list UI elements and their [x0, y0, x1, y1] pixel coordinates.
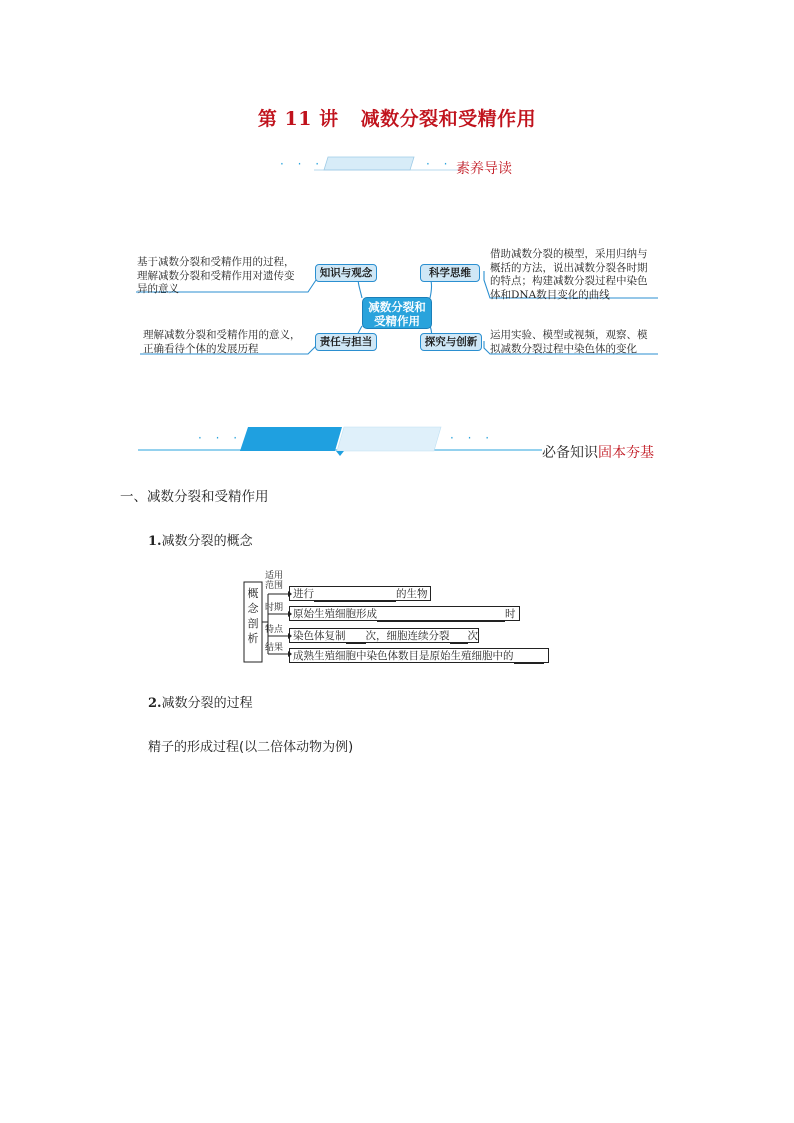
row-text: 原始生殖细胞形成: [293, 608, 377, 620]
section-heading: 一、减数分裂和受精作用: [120, 489, 269, 505]
row-text: 染色体复制: [293, 630, 346, 642]
science-text-line: 概括的方法，说出减数分裂各时期: [490, 261, 648, 274]
banner-literacy-dots-right: · · ·: [426, 157, 471, 171]
answer-blank[interactable]: [377, 609, 505, 622]
knowledge-text-line: 异的意义: [137, 283, 179, 295]
banner-knowledge-label-black: 必备知识: [542, 445, 598, 461]
mindmap-center-line: 受精作用: [374, 314, 420, 328]
row-text: 次，细胞连续分裂: [365, 630, 450, 642]
responsibility-text: [143, 329, 318, 356]
answer-blank[interactable]: [450, 631, 468, 644]
lesson-topic: 减数分裂和受精作用: [360, 108, 537, 130]
label-time: 时期: [264, 603, 283, 613]
science-text: [490, 248, 670, 302]
mindmap-center: [362, 297, 432, 329]
banner-knowledge-label: [542, 442, 654, 462]
knowledge-text-line: 基于减数分裂和受精作用的过程，: [137, 256, 295, 268]
subheading-concept: [148, 530, 253, 549]
label-scope-line: 范围: [264, 581, 283, 591]
node-responsibility: 责任与担当: [315, 333, 377, 351]
banner-knowledge-label-red: 固本夯基: [598, 445, 654, 461]
science-text-line: 的特点；构建减数分裂过程中染色: [490, 275, 648, 287]
label-scope: [262, 571, 286, 591]
label-feature: 特点: [264, 625, 283, 635]
row-text: 次: [467, 630, 478, 642]
subheading-process: [148, 692, 253, 711]
banner-knowledge-dots-right: · · ·: [450, 431, 495, 445]
banner-literacy-dots-left: · · ·: [280, 157, 325, 171]
row-text: 进行: [293, 588, 314, 600]
page-title: [0, 104, 794, 131]
label-scope-line: 适用: [264, 571, 283, 581]
concept-side-label: [246, 586, 260, 646]
row-text: 成熟生殖细胞中染色体数目是原始生殖细胞中的: [293, 650, 514, 662]
row-text: 的生物: [396, 588, 428, 600]
concept-side-char: 念: [247, 602, 259, 615]
knowledge-text-line: 理解减数分裂和受精作用对遗传变: [137, 269, 295, 282]
concept-side-char: 剖: [247, 617, 259, 630]
concept-row-result: [289, 648, 549, 663]
concept-row-scope: [289, 586, 431, 601]
answer-blank[interactable]: [346, 631, 366, 644]
responsibility-text-line: 正确看待个体的发展历程: [143, 342, 259, 355]
row-text: 时: [505, 608, 516, 620]
concept-side-char: 概: [247, 587, 259, 600]
paragraph-sperm-formation: 精子的形成过程(以二倍体动物为例): [148, 740, 354, 755]
explore-text: [490, 329, 670, 356]
concept-side-char: 析: [247, 632, 259, 645]
concept-row-time: [289, 606, 520, 621]
lesson-number: 第 11 讲: [257, 108, 339, 130]
banner-literacy-label: 素养导读: [456, 161, 512, 177]
label-result: 结果: [264, 643, 283, 653]
subheading-number: 2.: [148, 696, 162, 711]
concept-row-feature: [289, 628, 479, 643]
explore-text-line: 运用实验、模型或视频，观察、模: [490, 329, 648, 341]
answer-blank[interactable]: [514, 651, 544, 664]
responsibility-text-line: 理解减数分裂和受精作用的意义，: [143, 329, 301, 341]
subheading-text: 减数分裂的概念: [161, 534, 253, 549]
knowledge-text: [137, 256, 312, 297]
answer-blank[interactable]: [314, 589, 396, 602]
banner-knowledge-dots-left: · · ·: [198, 431, 243, 445]
node-science: 科学思维: [420, 264, 480, 282]
node-knowledge: 知识与观念: [315, 264, 377, 282]
subheading-text: 减数分裂的过程: [161, 696, 253, 711]
subheading-number: 1.: [148, 534, 162, 549]
mindmap-center-line: 减数分裂和: [368, 300, 426, 314]
science-text-line: 借助减数分裂的模型，采用归纳与: [490, 248, 648, 260]
explore-text-line: 拟减数分裂过程中染色体的变化: [490, 342, 637, 355]
node-explore: 探究与创新: [420, 333, 482, 351]
science-text-line: 体和DNA数目变化的曲线: [490, 288, 610, 301]
